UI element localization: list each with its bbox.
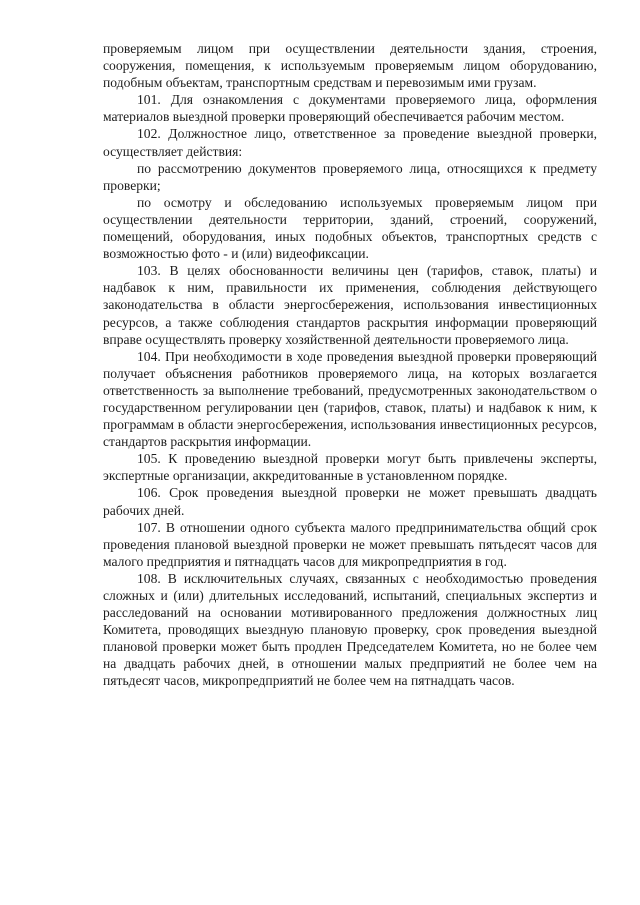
paragraph-continuation: проверяемым лицом при осуществлении деятельности здания, строения, сооружения, помещения, к используемым проверяемым лицом оборудованию, подобным объектам, транспортным средствам и перевозимым ими грузам. (103, 41, 597, 91)
paragraph-105: 105. К проведению выездной проверки могут быть привлечены эксперты, экспертные организации, аккредитованные в установленном порядке. (103, 451, 597, 484)
paragraph-106: 106. Срок проведения выездной проверки не может превышать двадцать рабочих дней. (103, 485, 597, 518)
document-body (103, 40, 597, 690)
paragraph-103: 103. В целях обоснованности величины цен (тарифов, ставок, платы) и надбавок к ним, правильности их применения, соблюдения действующего законодательства в области энергосбережения, использования инвестиционных ресурсов, а также соблюдения стандартов раскрытия информации проверяющий вправе осуществлять проверку хозяйственной деятельности проверяемого лица. (103, 263, 597, 347)
paragraph-101: 101. Для ознакомления с документами проверяемого лица, оформления материалов выездной проверки проверяющий обеспечивается рабочим местом. (103, 92, 597, 125)
paragraph-104: 104. При необходимости в ходе проведения выездной проверки проверяющий получает объяснения работников проверяемого лица, на которых возлагается ответственность за выполнение требований, предусмотренных законодательством о государственном регулировании цен (тарифов, ставок, платы) и надбавок к ним, к программам в области энергосбережения, использования инвестиционных ресурсов, стандартов раскрытия информации. (103, 348, 597, 450)
paragraph-102-item-inspection: по осмотру и обследованию используемых проверяемым лицом при осуществлении деятельности территории, зданий, строений, сооружений, помещений, оборудования, иных подобных объектов, транспортных средств с возможностью фото - и (или) видеофиксации. (103, 194, 597, 262)
paragraph-108: 108. В исключительных случаях, связанных с необходимостью проведения сложных и (или) длительных исследований, испытаний, специальных экспертиз и расследований на основании мотивированного предложения должностных лиц Комитета, проводящих выездную плановую проверку, срок проведения выездной плановой проверки может быть продлен Председателем Комитета, но не более чем на двадцать рабочих дней, в отношении малых предприятий не более чем на пятьдесят часов, микропредприятий не более чем на пятнадцать часов. (103, 570, 597, 689)
paragraph-102: 102. Должностное лицо, ответственное за проведение выездной проверки, осуществляет действия: (103, 126, 597, 159)
paragraph-102-item-documents: по рассмотрению документов проверяемого лица, относящихся к предмету проверки; (103, 160, 597, 193)
paragraph-107: 107. В отношении одного субъекта малого предпринимательства общий срок проведения плановой выездной проверки не может превышать пятьдесят часов для малого предприятия и пятнадцать часов для микропредприятия в год. (103, 519, 597, 569)
